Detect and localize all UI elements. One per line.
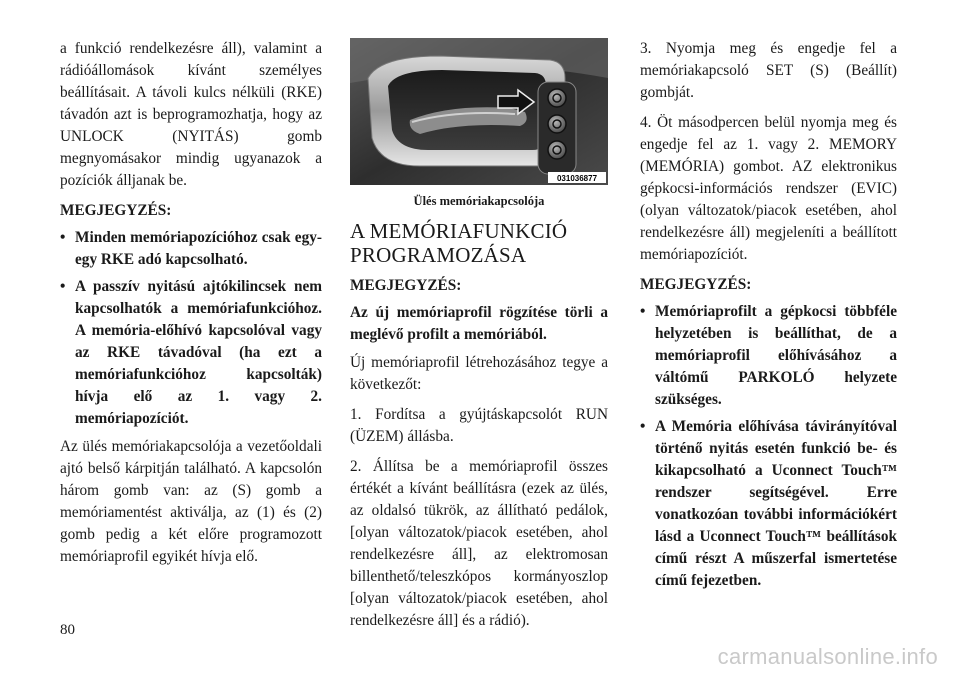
step-2: 2. Állítsa be a memóriaprofil összes értékét a kívánt beállításra (ezek az ülés, az oldalsó tükrök, az állítható pedálok, [olyan változatok/piacok esetében, ahol rendelkezésre áll], az elektromosan billenthető/teleszkópos kormányoszlop [olyan változatok/piacok esetében, ahol rendelkezésre áll] és a rádió). (350, 458, 608, 629)
note-bullet-list (60, 227, 322, 430)
column-left (60, 38, 322, 576)
page-number: 80 (60, 622, 75, 638)
note-heading: MEGJEGYZÉS: (350, 277, 462, 294)
step-4: 4. Öt másodpercen belül nyomja meg és engedje fel az 1. vagy 2. MEMORY (MEMÓRIA) gombot. AZ elektronikus gépkocsi-információs rendszer (EVIC) (olyan változatok/piacok esetében, ahol rendelkezésre áll) megjeleníti a beállított memóriapozíciót. (640, 114, 897, 263)
watermark: carmanualsonline.info (717, 644, 938, 669)
note-heading: MEGJEGYZÉS: (60, 202, 172, 219)
step-3: 3. Nyomja meg és engedje fel a memóriakapcsoló SET (S) (Beállít) gombját. (640, 40, 897, 101)
intro-paragraph: a funkció rendelkezésre áll), valamint a rádióállomások kívánt személyes beállításait. A távoli kulcs nélküli (RKE) távadón azt is beprogramozhatja, hogy az UNLOCK (NYITÁS) gomb megnyomásakor mindig ugyanazok a pozíciók álljanak be. (60, 40, 322, 189)
note-heading: MEGJEGYZÉS: (640, 276, 752, 293)
door-handle-switch-illustration (350, 38, 608, 185)
column-middle (350, 38, 608, 640)
note-bullet: • Minden memóriapozícióhoz csak egy-egy RKE adó kapcsolható. (60, 227, 322, 271)
note-bold-paragraph: Az új memóriaprofil rögzítése törli a meglévő profilt a memóriából. (350, 304, 608, 343)
step-1: 1. Fordítsa a gyújtáskapcsolót RUN (ÜZEM) állásba. (350, 406, 608, 445)
new-profile-paragraph: Új memóriaprofil létrehozásához tegye a következőt: (350, 354, 608, 393)
note-bullet: • A Memória előhívása távirányítóval történő nyitás esetén funkció be- és kikapcsolható a Uconnect Touch™ rendszer segítségével. Erre vonatkozóan további információkért lásd a Uconnect Touch™ beállítások című részt A műszerfal ismertetése című fejezetben. (640, 416, 897, 592)
figure-code: 031036877 (556, 174, 598, 183)
column-right (640, 38, 897, 598)
note-bullet: • Memóriaprofilt a gépkocsi többféle helyzetében is beállíthat, de a memóriaprofil előhívásához a váltómű PARKOLÓ helyzete szükséges. (640, 301, 897, 411)
note-bullet-list (640, 301, 897, 592)
seat-memory-switch-figure (350, 38, 608, 185)
figure-caption: Ülés memóriakapcsolója (413, 194, 545, 208)
switch-description-paragraph: Az ülés memóriakapcsolója a vezetőoldali ajtó belső kárpitján található. A kapcsolón három gomb van: az (S) gomb a memóriamentést aktiválja, az (1) és (2) gomb pedig a két előre programozott memóriaprofil egyikét hívja elő. (60, 438, 322, 565)
section-title: A MEMÓRIAFUNKCIÓ PROGRAMOZÁSA (350, 219, 568, 267)
note-bullet: • A passzív nyitású ajtókilincsek nem kapcsolhatók a memóriafunkcióhoz. A memória-előhívó kapcsolóval vagy az RKE távadóval (ha ezt a memóriafunkcióhoz kapcsolták) hívja elő az 1. vagy 2. memóriapozíciót. (60, 276, 322, 430)
